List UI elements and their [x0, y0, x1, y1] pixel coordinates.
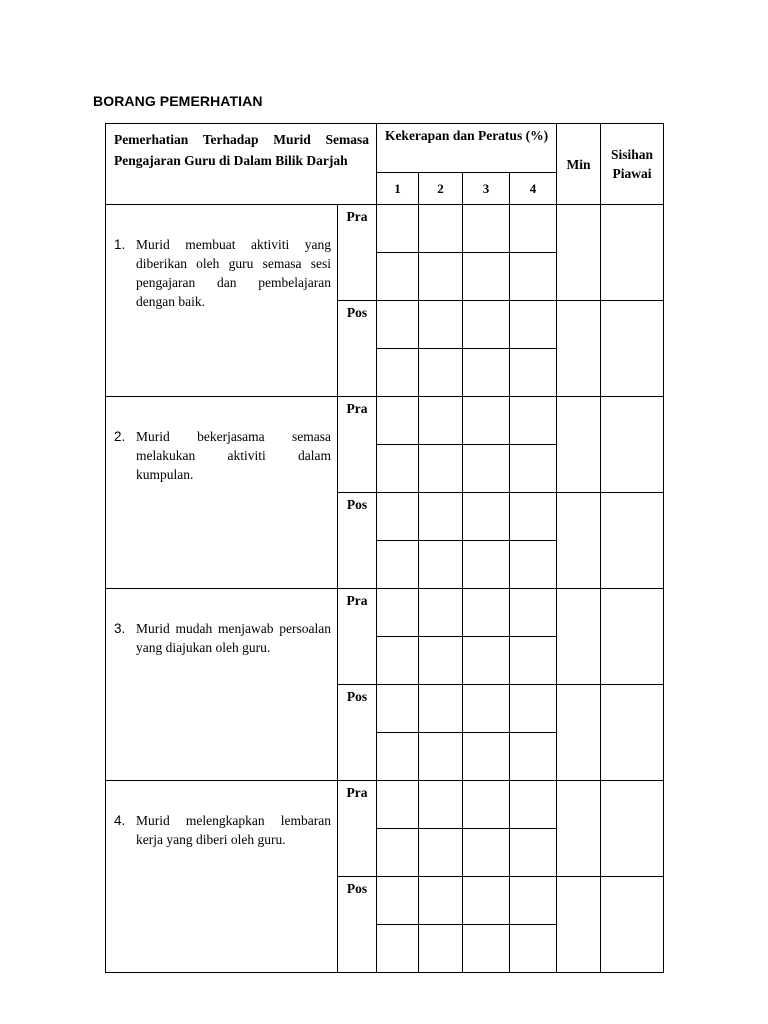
post-cell-4-a[interactable]: [510, 877, 557, 925]
form-title: BORANG PEMERHATIAN: [93, 93, 263, 109]
pre-mean-cell[interactable]: [557, 589, 601, 685]
post-cell-1-b[interactable]: [377, 925, 419, 973]
header-mean: Min: [557, 124, 601, 205]
pre-sd-cell[interactable]: [601, 397, 664, 493]
phase-pre-label: Pra: [338, 781, 377, 877]
post-cell-1-a[interactable]: [377, 685, 419, 733]
post-cell-2-a[interactable]: [419, 877, 463, 925]
post-sd-cell[interactable]: [601, 301, 664, 397]
post-cell-2-a[interactable]: [419, 493, 463, 541]
post-mean-cell[interactable]: [557, 493, 601, 589]
pre-cell-1-a[interactable]: [377, 397, 419, 445]
item-description: [106, 781, 338, 973]
header-frequency: Kekerapan dan Peratus (%): [377, 124, 557, 173]
pre-sd-cell[interactable]: [601, 205, 664, 301]
pre-cell-2-a[interactable]: [419, 781, 463, 829]
header-std-dev: Sisihan Piawai: [601, 124, 664, 205]
item-text: Murid melengkapkan lembaran kerja yang diberi oleh guru.: [136, 813, 331, 847]
header-scale-1: 1: [377, 173, 419, 205]
post-cell-1-b[interactable]: [377, 733, 419, 781]
pre-cell-3-b[interactable]: [463, 253, 510, 301]
pre-cell-3-b[interactable]: [463, 829, 510, 877]
pre-cell-1-b[interactable]: [377, 829, 419, 877]
header-behavior: Pemerhatian Terhadap Murid Semasa Pengajaran Guru di Dalam Bilik Darjah: [106, 124, 377, 205]
post-cell-1-a[interactable]: [377, 301, 419, 349]
pre-cell-2-a[interactable]: [419, 205, 463, 253]
pre-mean-cell[interactable]: [557, 397, 601, 493]
pre-mean-cell[interactable]: [557, 781, 601, 877]
post-mean-cell[interactable]: [557, 685, 601, 781]
pre-cell-3-b[interactable]: [463, 445, 510, 493]
pre-cell-1-a[interactable]: [377, 205, 419, 253]
post-sd-cell[interactable]: [601, 877, 664, 973]
pre-cell-3-b[interactable]: [463, 637, 510, 685]
pre-cell-4-a[interactable]: [510, 397, 557, 445]
item-text: Murid bekerjasama semasa melakukan aktiviti dalam kumpulan.: [136, 429, 331, 482]
pre-cell-4-b[interactable]: [510, 637, 557, 685]
post-mean-cell[interactable]: [557, 877, 601, 973]
post-cell-4-a[interactable]: [510, 493, 557, 541]
post-cell-3-a[interactable]: [463, 493, 510, 541]
pre-cell-4-b[interactable]: [510, 445, 557, 493]
pre-sd-cell[interactable]: [601, 781, 664, 877]
phase-post-label: Pos: [338, 493, 377, 589]
post-cell-4-b[interactable]: [510, 733, 557, 781]
phase-post-label: Pos: [338, 685, 377, 781]
pre-cell-2-b[interactable]: [419, 253, 463, 301]
post-cell-4-b[interactable]: [510, 349, 557, 397]
header-scale-3: 3: [463, 173, 510, 205]
pre-cell-2-a[interactable]: [419, 397, 463, 445]
pre-cell-1-b[interactable]: [377, 637, 419, 685]
header-scale-4: 4: [510, 173, 557, 205]
pre-cell-4-a[interactable]: [510, 205, 557, 253]
post-cell-2-b[interactable]: [419, 925, 463, 973]
pre-cell-4-b[interactable]: [510, 253, 557, 301]
item-text: Murid membuat aktiviti yang diberikan oleh guru semasa sesi pengajaran dan pembelajaran dengan baik.: [136, 237, 331, 309]
post-cell-2-b[interactable]: [419, 349, 463, 397]
item-number: 3.: [114, 621, 126, 636]
post-cell-3-b[interactable]: [463, 733, 510, 781]
post-cell-4-b[interactable]: [510, 925, 557, 973]
post-cell-1-b[interactable]: [377, 349, 419, 397]
item-number: 1.: [114, 237, 126, 252]
phase-pre-label: Pra: [338, 589, 377, 685]
pre-cell-4-a[interactable]: [510, 781, 557, 829]
pre-cell-2-b[interactable]: [419, 829, 463, 877]
post-cell-3-b[interactable]: [463, 349, 510, 397]
post-mean-cell[interactable]: [557, 301, 601, 397]
pre-cell-1-a[interactable]: [377, 781, 419, 829]
post-cell-1-b[interactable]: [377, 541, 419, 589]
pre-cell-2-b[interactable]: [419, 637, 463, 685]
item-number: 4.: [114, 813, 126, 828]
pre-cell-2-b[interactable]: [419, 445, 463, 493]
phase-post-label: Pos: [338, 877, 377, 973]
pre-cell-4-b[interactable]: [510, 829, 557, 877]
pre-mean-cell[interactable]: [557, 205, 601, 301]
post-sd-cell[interactable]: [601, 493, 664, 589]
pre-sd-cell[interactable]: [601, 589, 664, 685]
item-description: [106, 589, 338, 781]
pre-cell-3-a[interactable]: [463, 781, 510, 829]
post-sd-cell[interactable]: [601, 685, 664, 781]
post-cell-2-b[interactable]: [419, 733, 463, 781]
post-cell-2-a[interactable]: [419, 685, 463, 733]
item-description: [106, 397, 338, 589]
post-cell-3-b[interactable]: [463, 925, 510, 973]
post-cell-2-a[interactable]: [419, 301, 463, 349]
post-cell-4-b[interactable]: [510, 541, 557, 589]
post-cell-4-a[interactable]: [510, 685, 557, 733]
pre-cell-1-b[interactable]: [377, 445, 419, 493]
pre-cell-1-b[interactable]: [377, 253, 419, 301]
post-cell-3-b[interactable]: [463, 541, 510, 589]
phase-pre-label: Pra: [338, 205, 377, 301]
observation-table: [105, 123, 664, 973]
pre-cell-3-a[interactable]: [463, 397, 510, 445]
post-cell-4-a[interactable]: [510, 301, 557, 349]
post-cell-1-a[interactable]: [377, 493, 419, 541]
pre-cell-3-a[interactable]: [463, 205, 510, 253]
post-cell-1-a[interactable]: [377, 877, 419, 925]
pre-cell-4-a[interactable]: [510, 589, 557, 637]
phase-pre-label: Pra: [338, 397, 377, 493]
pre-cell-2-a[interactable]: [419, 589, 463, 637]
item-text: Murid mudah menjawab persoalan yang diajukan oleh guru.: [136, 621, 331, 655]
item-description: [106, 205, 338, 397]
post-cell-3-a[interactable]: [463, 685, 510, 733]
post-cell-3-a[interactable]: [463, 877, 510, 925]
post-cell-2-b[interactable]: [419, 541, 463, 589]
header-scale-2: 2: [419, 173, 463, 205]
pre-cell-3-a[interactable]: [463, 589, 510, 637]
pre-cell-1-a[interactable]: [377, 589, 419, 637]
post-cell-3-a[interactable]: [463, 301, 510, 349]
item-number: 2.: [114, 429, 126, 444]
phase-post-label: Pos: [338, 301, 377, 397]
